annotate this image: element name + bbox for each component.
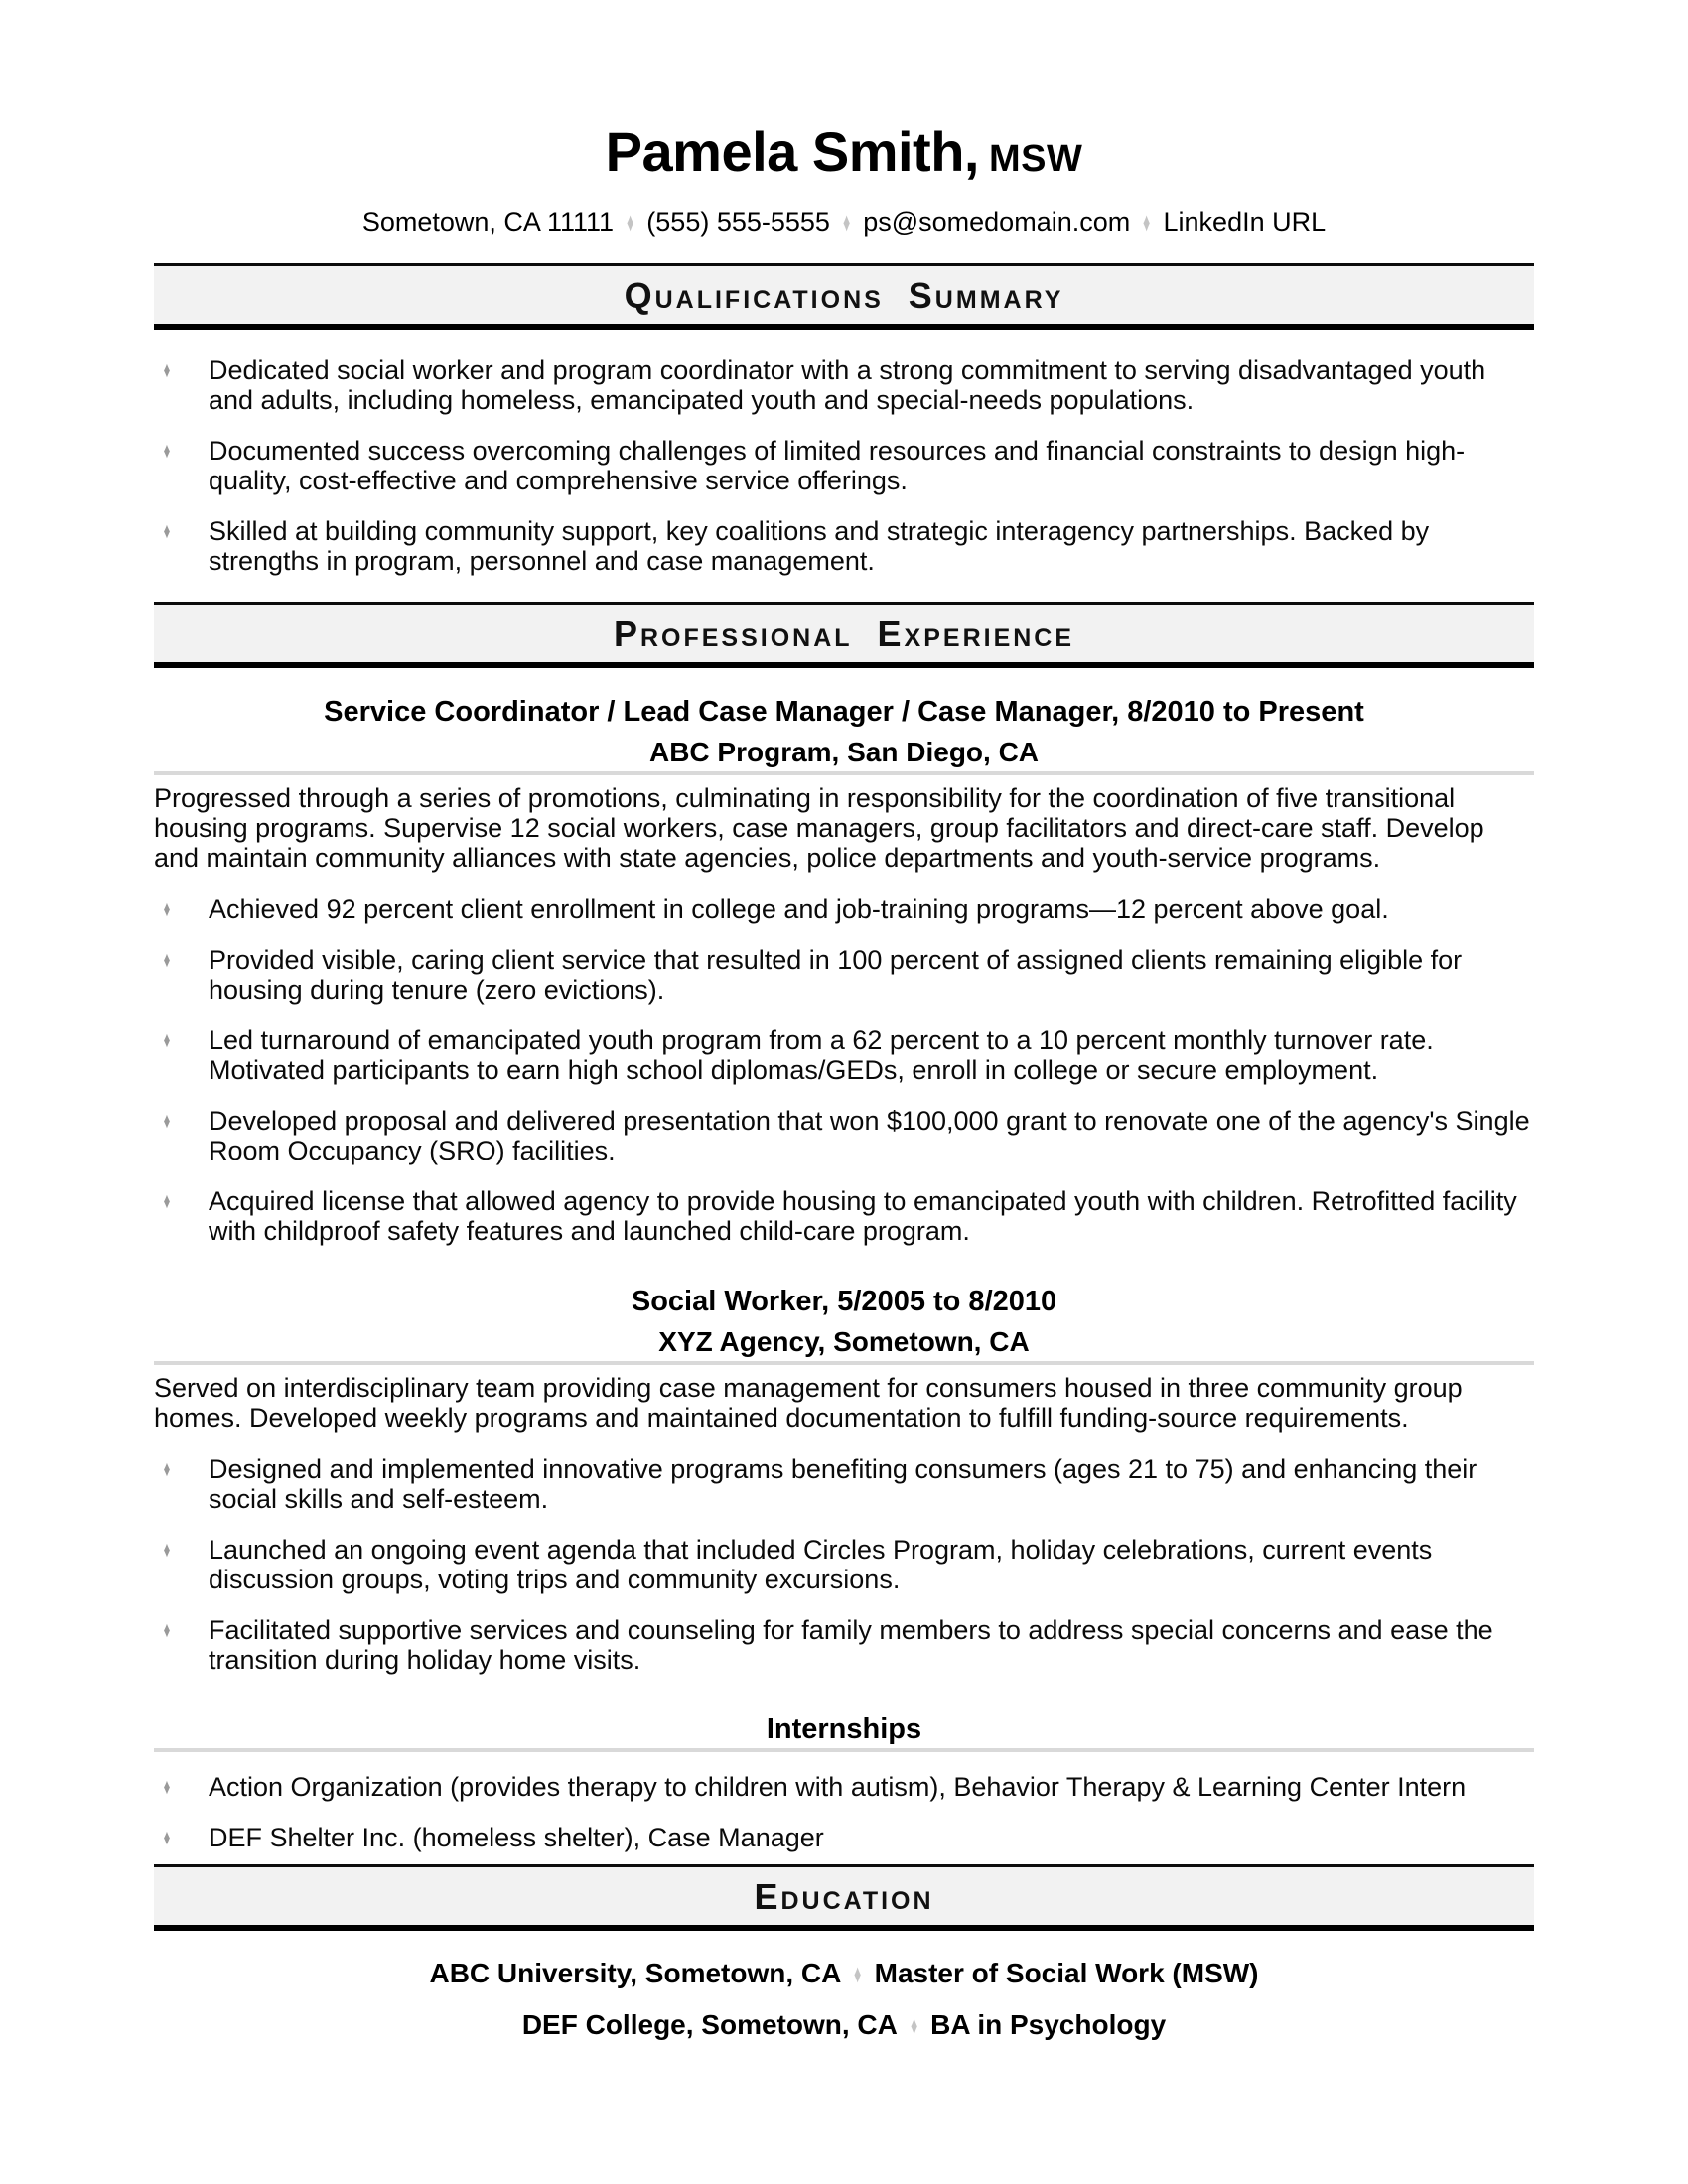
bullet-text: Dedicated social worker and program coordinator with a strong commitment to serving disadvantaged youth and adults, including homeless, emancipated youth and special-needs populations.	[209, 355, 1486, 415]
diamond-separator-icon: ♦	[910, 2010, 918, 2040]
education-school: DEF College, Sometown, CA	[521, 2009, 898, 2040]
section-header-experience	[154, 602, 1534, 668]
list-item	[154, 436, 1534, 495]
list-item	[154, 1535, 1534, 1594]
job-company: ABC Program, San Diego, CA	[648, 737, 1040, 767]
diamond-bullet-icon: ♦	[163, 1027, 171, 1052]
job-title: Social Worker, 5/2005 to 8/2010	[631, 1286, 1057, 1317]
education-degree: Master of Social Work (MSW)	[874, 1958, 1259, 1988]
diamond-bullet-icon: ♦	[163, 1774, 171, 1799]
list-item	[154, 516, 1534, 576]
diamond-separator-icon: ♦	[854, 1959, 862, 1988]
bullet-text: Led turnaround of emancipated youth program from a 62 percent to a 10 percent monthly turnover rate. Motivated participants to earn high school diplomas/GEDs, enroll in college or secure employment.	[209, 1025, 1434, 1085]
education-item	[154, 2008, 1534, 2042]
contact-linkedin: LinkedIn URL	[1163, 207, 1327, 237]
list-item	[154, 355, 1534, 415]
contact-phone: (555) 555-5555	[646, 207, 830, 237]
diamond-bullet-icon: ♦	[163, 947, 171, 972]
diamond-bullet-icon: ♦	[163, 1188, 171, 1213]
bullet-text: Achieved 92 percent client enrollment in college and job-training programs—12 percent above goal.	[209, 894, 1389, 924]
job-summary: Progressed through a series of promotions, culminating in responsibility for the coordination of five transitional housing programs. Supervise 12 social workers, case managers, group facilitators and direct-care staff. Develop and maintain community alliances with state agencies, police departments and youth-service programs.	[154, 783, 1484, 873]
diamond-bullet-icon: ♦	[163, 518, 171, 543]
bullet-text: Skilled at building community support, key coalitions and strategic interagency partnerships. Backed by strengths in program, personnel and case management.	[209, 516, 1430, 576]
bullet-text: Documented success overcoming challenges of limited resources and financial constraints to design high-quality, cost-effective and comprehensive service offerings.	[209, 436, 1466, 495]
list-item	[154, 1615, 1534, 1675]
diamond-bullet-icon: ♦	[163, 1108, 171, 1133]
diamond-bullet-icon: ♦	[163, 1537, 171, 1562]
heading-rule	[154, 1361, 1534, 1365]
bullet-text: Designed and implemented innovative programs benefiting consumers (ages 21 to 75) and enhancing their social skills and self-esteem.	[209, 1454, 1477, 1514]
bullet-text: Launched an ongoing event agenda that included Circles Program, holiday celebrations, current events discussion groups, voting trips and community excursions.	[209, 1535, 1433, 1594]
diamond-bullet-icon: ♦	[163, 1456, 171, 1481]
internships-heading: Internships	[766, 1713, 922, 1745]
list-item	[154, 1106, 1534, 1165]
job-company: XYZ Agency, Sometown, CA	[658, 1326, 1030, 1357]
job-title: Service Coordinator / Lead Case Manager / Case Manager, 8/2010 to Present	[324, 696, 1364, 728]
bullet-text: Developed proposal and delivered presentation that won $100,000 grant to renovate one of the agency's Single Room Occupancy (SRO) facilities.	[209, 1106, 1530, 1165]
bullet-text: Provided visible, caring client service that resulted in 100 percent of assigned clients remaining eligible for housing during tenure (zero evictions).	[209, 945, 1463, 1005]
diamond-bullet-icon: ♦	[163, 1825, 171, 1849]
section-title: Professional Experience	[613, 614, 1075, 654]
education-item	[154, 1957, 1534, 1990]
bullet-text: Action Organization (provides therapy to children with autism), Behavior Therapy & Learning Center Intern	[209, 1772, 1467, 1802]
education-school: ABC University, Sometown, CA	[429, 1958, 842, 1988]
list-item	[154, 1772, 1534, 1802]
education-degree: BA in Psychology	[930, 2009, 1167, 2040]
contact-email: ps@somedomain.com	[863, 207, 1131, 237]
contact-location: Sometown, CA 11111	[361, 207, 615, 237]
list-item	[154, 1823, 1534, 1852]
section-title: Qualifications Summary	[624, 275, 1064, 316]
diamond-bullet-icon: ♦	[163, 357, 171, 382]
diamond-separator-icon: ♦	[1143, 207, 1151, 237]
candidate-credential: MSW	[988, 138, 1083, 180]
bullet-text: Facilitated supportive services and counseling for family members to address special concerns and ease the transition during holiday home visits.	[209, 1615, 1493, 1675]
section-header-education	[154, 1864, 1534, 1931]
diamond-bullet-icon: ♦	[163, 896, 171, 921]
internships-list	[154, 1772, 1534, 1852]
bullet-text: DEF Shelter Inc. (homeless shelter), Case Manager	[209, 1823, 824, 1852]
diamond-bullet-icon: ♦	[163, 438, 171, 463]
diamond-bullet-icon: ♦	[163, 1617, 171, 1642]
list-item	[154, 894, 1534, 924]
heading-rule	[154, 771, 1534, 775]
section-header-qualifications	[154, 263, 1534, 330]
experience-bullets	[154, 894, 1534, 1246]
candidate-name-text: Pamela Smith,	[605, 120, 979, 183]
list-item	[154, 1454, 1534, 1514]
section-title: Education	[754, 1876, 934, 1917]
experience-bullets	[154, 1454, 1534, 1675]
diamond-separator-icon: ♦	[842, 207, 851, 237]
list-item	[154, 945, 1534, 1005]
qualifications-list	[154, 355, 1534, 576]
contact-line	[154, 205, 1534, 239]
bullet-text: Acquired license that allowed agency to provide housing to emancipated youth with children. Retrofitted facility with childproof safety features and launched child-care program.	[209, 1186, 1517, 1246]
heading-rule	[154, 1748, 1534, 1752]
list-item	[154, 1025, 1534, 1085]
job-summary: Served on interdisciplinary team providing case management for consumers housed in three community group homes. Developed weekly programs and maintained documentation to fulfill funding-source requirements.	[154, 1373, 1463, 1433]
candidate-name	[154, 121, 1534, 190]
diamond-separator-icon: ♦	[627, 207, 634, 237]
list-item	[154, 1186, 1534, 1246]
